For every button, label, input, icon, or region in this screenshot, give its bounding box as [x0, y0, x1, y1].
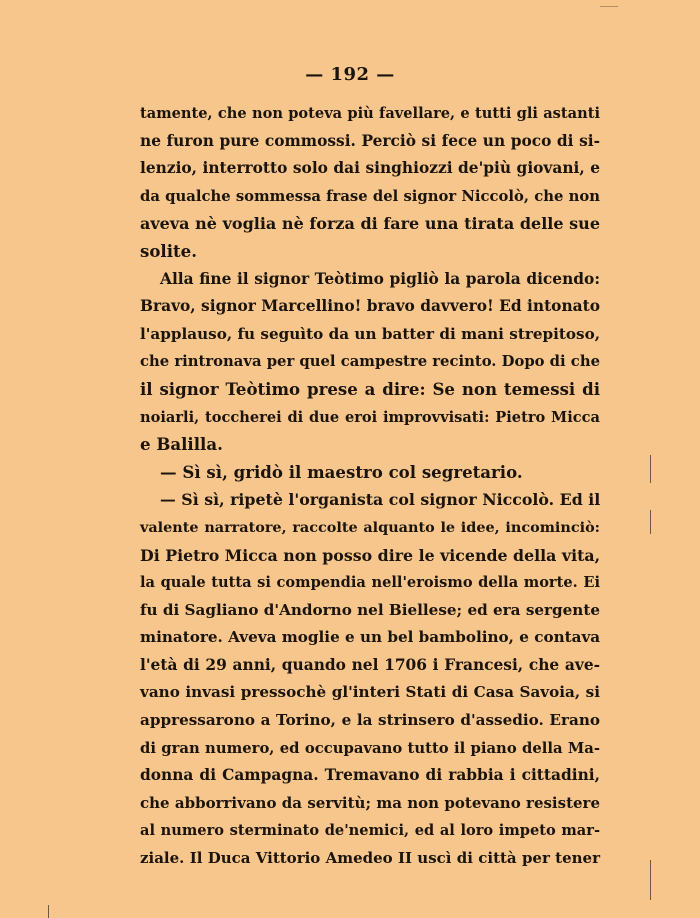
text-line: l'età di 29 anni, quando nel 1706 i Francesi, che ave-: [140, 655, 600, 674]
text-line: Bravo, signor Marcellino! bravo davvero! Ed intonato: [140, 297, 600, 316]
text-line: da qualche sommessa frase del signor Niccolò, che non: [140, 187, 600, 205]
page-number: — 192 —: [305, 64, 395, 85]
text-line: fu di Sagliano d'Andorno nel Biellese; ed era sergente: [140, 600, 601, 619]
text-line: che rintronava per quel campestre recinto. Dopo di che: [140, 353, 600, 371]
text-line: Alla fine il signor Teòtimo pigliò la parola dicendo:: [160, 269, 600, 288]
text-line: e Balilla.: [140, 434, 223, 455]
text-line: aveva nè voglia nè forza di fare una tirata delle sue: [140, 214, 600, 234]
text-line: — Sì sì, ripetè l'organista col signor Niccolò. Ed il: [160, 490, 601, 510]
text-line: — Sì sì, gridò il maestro col segretario.: [160, 461, 523, 482]
text-line: appressarono a Torino, e la strinsero d'assedio. Erano: [140, 711, 600, 730]
text-line: ne furon pure commossi. Perciò si fece un poco di si-: [140, 131, 600, 150]
text-line: vano invasi pressochè gl'interi Stati di Casa Savoia, si: [140, 683, 600, 702]
text-line: noiarli, toccherei di due eroi improvvisati: Pietro Micca: [140, 408, 600, 426]
body-text: [140, 100, 600, 873]
text-line: al numero sterminato de'nemici, ed al loro impeto mar-: [140, 822, 600, 840]
text-line: la quale tutta si compendia nell'eroismo della morte. Ei: [140, 574, 600, 592]
text-line: lenzio, interrotto solo dai singhiozzi de'più giovani, e: [140, 159, 600, 178]
text-line: l'applauso, fu seguìto da un batter di mani strepitoso,: [140, 324, 600, 343]
text-line: che abborrivano da servitù; ma non potevano resistere: [140, 793, 600, 812]
text-line: di gran numero, ed occupavano tutto il piano della Ma-: [140, 739, 600, 757]
text-line: Di Pietro Micca non posso dire le vicende della vita,: [140, 545, 601, 565]
text-line: ziale. Il Duca Vittorio Amedeo II uscì di città per tener: [140, 849, 600, 868]
text-line: il signor Teòtimo prese a dire: Se non temessi di: [140, 378, 600, 399]
text-line: solite.: [140, 240, 198, 261]
text-line: donna di Campagna. Tremavano di rabbia i cittadini,: [140, 766, 600, 785]
text-line: valente narratore, raccolte alquanto le idee, incominciò:: [140, 518, 600, 536]
scan-mark: [650, 860, 651, 900]
scan-mark: [650, 455, 651, 483]
scan-mark: [600, 6, 618, 7]
text-line: tamente, che non poteva più favellare, e tutti gli astanti: [140, 105, 600, 122]
scan-mark: [650, 510, 651, 534]
text-line: minatore. Aveva moglie e un bel bambolino, e contava: [140, 628, 601, 647]
scan-mark: [48, 905, 49, 918]
